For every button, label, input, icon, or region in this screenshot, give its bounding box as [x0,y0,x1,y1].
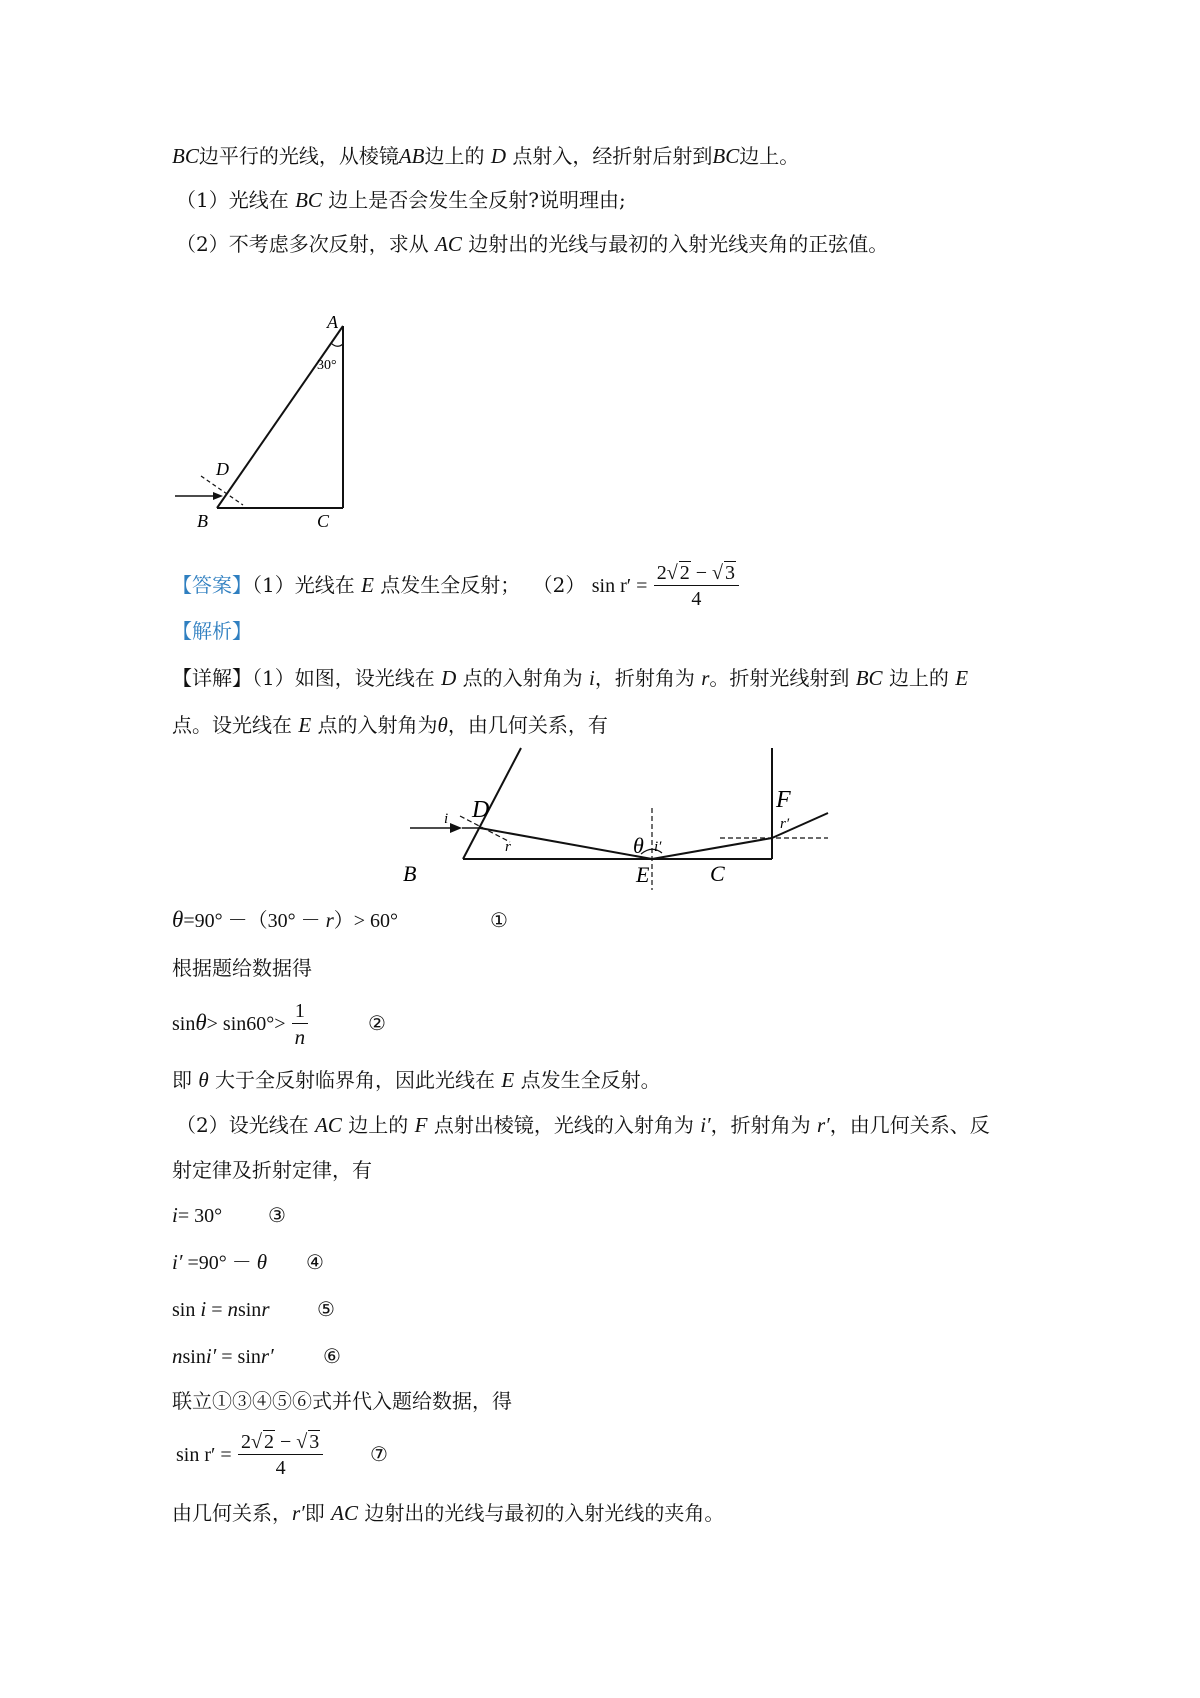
one-over-n: $\frac{1}{n}$ [292,999,308,1050]
equation-3: i= 30° ③ [172,1203,286,1227]
conclusion-1: 即 θ 大于全反射临界角，因此光线在 E 点发生全反射。 [172,1068,661,1092]
label-D: D [216,459,229,479]
part2-line-2: 射定律及折射定律，有 [172,1158,372,1182]
detail-line-1: 【详解】（1）如图，设光线在 D 点的入射角为 i，折射角为 r。折射光线射到 BC 边上的 E [172,666,969,690]
label-B: B [197,511,208,530]
analysis-tag: 【解析】 [172,619,252,643]
prism-figure [175,310,375,530]
label-F: F [776,787,791,813]
label-iprime: i′ [654,839,662,855]
question-2: （2）不考虑多次反射，求从 AC 边射出的光线与最初的入射光线夹角的正弦值。 [176,232,889,256]
part2-line-1: （2）设光线在 AC 边上的 F 点射出棱镜，光线的入射角为 i′，折射角为 r′，由几何关系、反 [176,1113,990,1137]
label-i: i [444,811,449,827]
answer-tag: 【答案】 [172,573,252,597]
equation-5: sin i = nsinr ⑤ [172,1297,335,1321]
label-A: A [327,312,338,332]
label-30deg: 30° [317,358,337,373]
equation-1: θ=90° －（30° － r）> 60° ① [172,907,508,932]
detail-line-2: 点。设光线在 E 点的入射角为θ，由几何关系，有 [172,713,608,737]
problem-line-1: BC边平行的光线，从棱镜AB边上的 D 点射入，经折射后射到BC边上。 [172,144,800,168]
label-D2: D [472,797,490,823]
combine-text: 联立①③④⑤⑥式并代入题给数据，得 [172,1389,512,1413]
sin-rprime-fraction: $\frac{2√ 2 - √ 3}{4}$ [238,1430,323,1481]
label-rprime: r′ [780,816,790,832]
label-theta: θ [633,833,644,858]
equation-7: sin r′ = $\frac{2√ 2 - √ 3}{4}$ ⑦ [176,1431,388,1479]
label-E: E [636,862,650,887]
label-C2: C [710,861,725,886]
final-line: 由几何关系，r′即 AC 边射出的光线与最初的入射光线的夹角。 [172,1501,725,1525]
equation-2: sinθ> sin60°> $\frac{1}{n}$ ② [172,1000,386,1049]
label-r: r [505,839,511,855]
equation-6: nsini′ = sinr′ ⑥ [172,1344,341,1368]
label-B2: B [403,861,417,886]
answer-line: 【答案】（1）光线在 E 点发生全反射； （2） sin r′ = $\frac{2√ 2 - √ 3}{4}$ [172,555,739,615]
label-C: C [317,511,330,530]
question-1: （1）光线在 BC 边上是否会发生全反射?说明理由; [176,188,626,212]
ray-diagram [400,745,840,890]
text-given: 根据题给数据得 [172,956,312,980]
equation-4: i′ =90° － θ ④ [172,1250,324,1274]
answer-fraction: $\frac{2√ 2 - √ 3}{4}$ [654,561,739,612]
